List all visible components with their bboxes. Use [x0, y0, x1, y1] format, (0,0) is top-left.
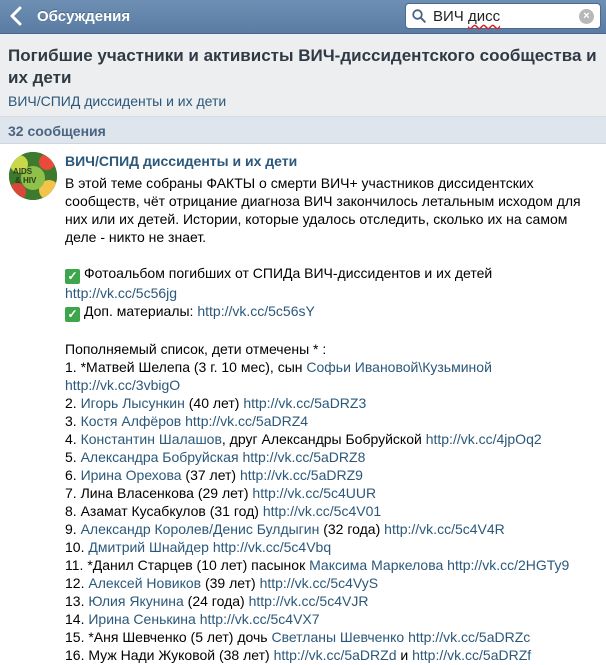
- list-item-text: 12.: [65, 575, 89, 591]
- topic-header: [0, 34, 606, 117]
- entry-url[interactable]: http://vk.cc/5aDRZc: [408, 629, 531, 645]
- list-item-text: 10.: [65, 539, 89, 555]
- person-link[interactable]: Алексей Новиков: [88, 575, 202, 591]
- search-value-misspelled: дисс: [467, 8, 501, 25]
- entry-url[interactable]: http://vk.cc/5aDRZ9: [239, 467, 363, 483]
- entry-url[interactable]: http://vk.cc/5aDRZf: [412, 647, 532, 663]
- list-item: [65, 412, 597, 430]
- entry-url[interactable]: http://vk.cc/5aDRZ3: [243, 395, 367, 411]
- post-body: [65, 174, 597, 664]
- entry-url[interactable]: http://vk.cc/5c4VyS: [259, 575, 379, 591]
- extra-label: Доп. материалы:: [84, 303, 194, 319]
- list-item-text: (40 лет): [184, 395, 244, 411]
- post-intro: В этой теме собраны ФАКТЫ о смерти ВИЧ+ участников диссидентских сообществ, чёт отрицание диагноза ВИЧ закончилось летальным исходом для них или их детей. Истории, которые удалось отследить, сколько их на самом деле - никто не знает.: [65, 175, 581, 245]
- list-item-text: 3.: [65, 413, 81, 429]
- list-item-text: 5.: [65, 449, 81, 465]
- entry-url[interactable]: http://vk.cc/5aDRZ8: [242, 449, 366, 465]
- search-value-prefix: ВИЧ: [433, 8, 468, 25]
- list-item-text: , друг Александры Бобруйской: [221, 431, 426, 447]
- album-line: [65, 264, 597, 302]
- list-item-text: 15. *Аня Шевченко (5 лет) дочь: [65, 629, 272, 645]
- post-author[interactable]: ВИЧ/СПИД диссиденты и их дети: [65, 153, 298, 169]
- check-mark-icon: ✓: [65, 307, 80, 322]
- entry-url[interactable]: http://vk.cc/5aDRZ4: [185, 413, 309, 429]
- list-item-text: 6.: [65, 467, 81, 483]
- post: [0, 144, 606, 665]
- list-item-text: 7. Лина Власенкова (29 лет): [65, 485, 253, 501]
- list-item: [65, 610, 597, 628]
- person-link[interactable]: Игорь Лысункин: [80, 395, 185, 411]
- list-item-text: 16. Муж Нади Жуковой (38 лет): [65, 647, 274, 663]
- extra-line: [65, 302, 597, 322]
- search-icon: [412, 9, 426, 23]
- list-item-text: (24 года): [183, 593, 249, 609]
- screen-title: Обсуждения: [37, 8, 131, 25]
- list-item-text: 11. *Данил Старцев (10 лет) пасынок: [65, 557, 310, 573]
- list-item-text: 14.: [65, 611, 89, 627]
- list-item: [65, 484, 597, 502]
- list-item: [65, 646, 597, 664]
- entry-url[interactable]: http://vk.cc/2HGTy9: [447, 557, 570, 573]
- list-item: [65, 628, 597, 646]
- person-link[interactable]: Александра Бобруйская: [80, 449, 239, 465]
- clear-search-icon[interactable]: ×: [579, 9, 594, 24]
- message-count-bar: [0, 117, 606, 144]
- search-value: [433, 8, 500, 25]
- list-item: [65, 430, 597, 448]
- list-item: [65, 556, 597, 574]
- list-item-text: (37 лет): [181, 467, 240, 483]
- chevron-left-icon: [9, 6, 23, 26]
- person-link[interactable]: Юлия Якунина: [88, 593, 184, 609]
- entry-url[interactable]: http://vk.cc/5c4Vbq: [212, 539, 332, 555]
- person-link[interactable]: Софьи Ивановой\Кузьминой: [306, 359, 492, 375]
- entry-url[interactable]: http://vk.cc/5c4VJR: [248, 593, 369, 609]
- list-item-text: и: [396, 647, 413, 663]
- entry-url[interactable]: http://vk.cc/5c4V01: [262, 503, 382, 519]
- person-link[interactable]: Ирина Орехова: [80, 467, 182, 483]
- entry-url[interactable]: http://vk.cc/5aDRZd: [273, 647, 397, 663]
- person-link[interactable]: Ирина Сенькина: [88, 611, 196, 627]
- person-link[interactable]: Дмитрий Шнайдер: [88, 539, 209, 555]
- album-label: Фотоальбом погибших от СПИДа ВИЧ-диссидентов и их детей: [84, 265, 493, 281]
- top-bar: [0, 0, 606, 34]
- svg-text:AIDS: AIDS: [13, 167, 33, 176]
- person-link[interactable]: Максима Маркелова: [309, 557, 444, 573]
- list-intro: Пополняемый список, дети отмечены * :: [65, 341, 327, 357]
- extra-url[interactable]: http://vk.cc/5c56sY: [197, 303, 315, 319]
- list-item-text: 1. *Матвей Шелепа (3 г. 10 мес), сын: [65, 359, 307, 375]
- list-item: [65, 466, 597, 484]
- list-item: [65, 520, 597, 538]
- list-item: [65, 394, 597, 412]
- list-item-text: 9.: [65, 521, 81, 537]
- list-item-text: 13.: [65, 593, 89, 609]
- entry-url[interactable]: http://vk.cc/4jpOq2: [425, 431, 542, 447]
- list-item-text: 2.: [65, 395, 81, 411]
- person-link[interactable]: Константин Шалашов: [80, 431, 222, 447]
- entry-url[interactable]: http://vk.cc/5c4VX7: [199, 611, 320, 627]
- check-mark-icon: ✓: [65, 269, 80, 284]
- topic-title: Погибшие участники и активисты ВИЧ-диссидентского сообщества и их дети: [8, 46, 597, 87]
- message-count: 32 сообщения: [8, 123, 106, 139]
- search-input[interactable]: [405, 3, 601, 29]
- list-item: [65, 574, 597, 592]
- entry-url[interactable]: http://vk.cc/5c4V4R: [384, 521, 505, 537]
- avatar[interactable]: [9, 152, 57, 200]
- list-item: [65, 592, 597, 610]
- list-item: [65, 358, 597, 394]
- svg-text:& HIV: & HIV: [15, 176, 37, 185]
- list-item: [65, 448, 597, 466]
- entry-url[interactable]: http://vk.cc/5c4UUR: [252, 485, 377, 501]
- album-url[interactable]: http://vk.cc/5c56jg: [65, 285, 178, 301]
- person-link[interactable]: Светланы Шевченко: [271, 629, 405, 645]
- list-item-text: 8. Азамат Кусабкулов (31 год): [65, 503, 263, 519]
- person-link[interactable]: Костя Алфёров: [80, 413, 182, 429]
- back-button[interactable]: [4, 4, 28, 28]
- list-item-text: 4.: [65, 431, 81, 447]
- list-item: [65, 502, 597, 520]
- list-item-text: (39 лет): [201, 575, 260, 591]
- entry-url[interactable]: http://vk.cc/3vbigO: [65, 377, 181, 393]
- community-link[interactable]: ВИЧ/СПИД диссиденты и их дети: [8, 93, 227, 109]
- list-item-text: (32 года): [319, 521, 385, 537]
- victims-list: [65, 358, 597, 664]
- person-link[interactable]: Александр Королев/Денис Булдыгин: [80, 521, 320, 537]
- aids-hiv-logo-icon: [9, 152, 57, 200]
- list-item: [65, 538, 597, 556]
